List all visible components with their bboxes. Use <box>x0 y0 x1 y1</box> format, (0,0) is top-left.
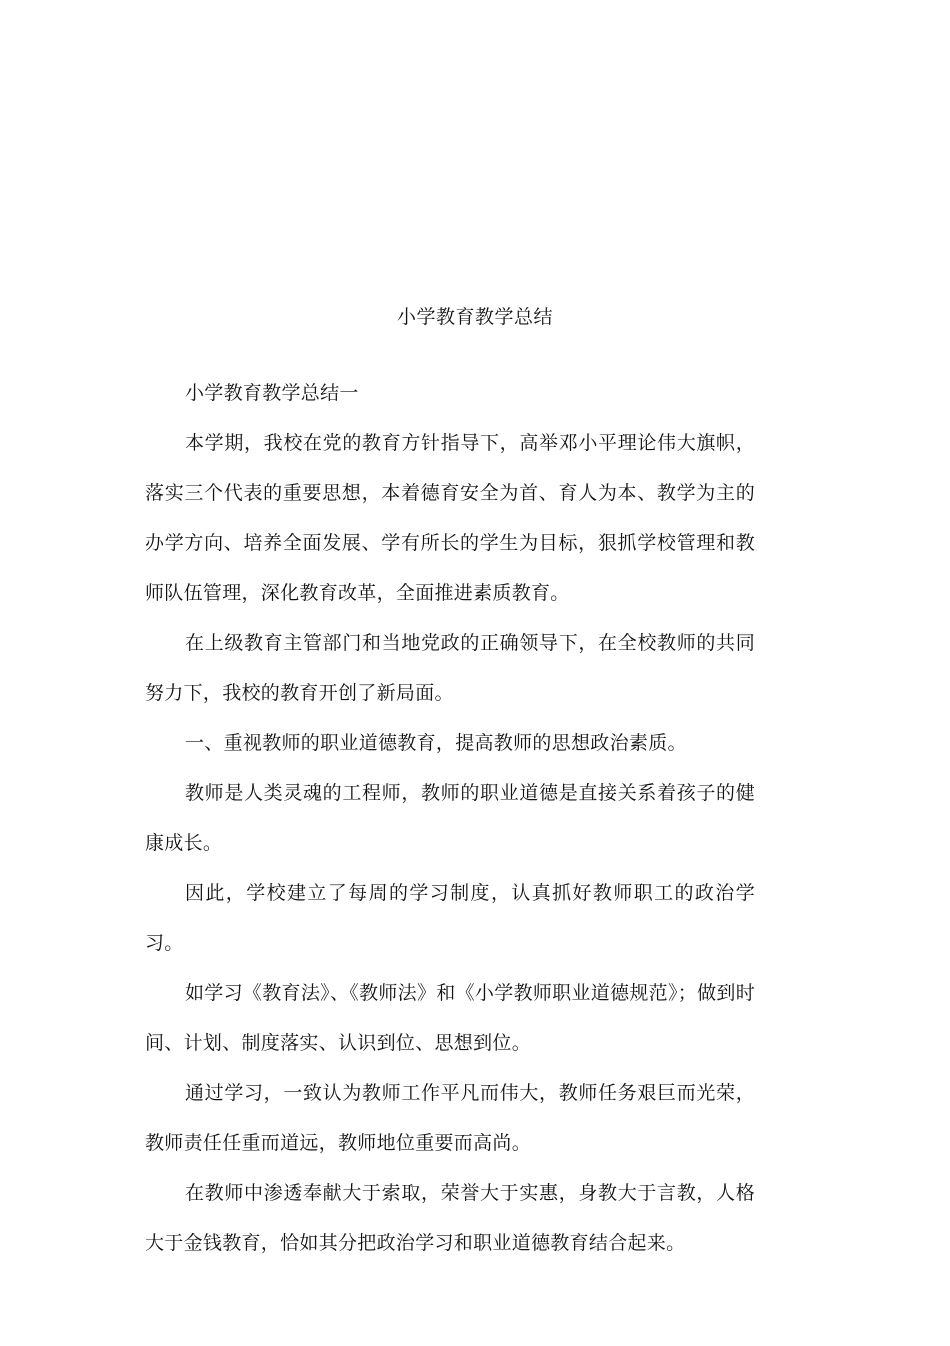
paragraph: 因此，学校建立了每周的学习制度，认真抓好教师职工的政治学习。 <box>145 882 755 954</box>
paragraph: 在教师中渗透奉献大于索取，荣誉大于实惠，身教大于言教，人格大于金钱教育，恰如其分把政治学习和职业道德教育结合起来。 <box>145 1182 755 1254</box>
document-title: 小学教育教学总结 <box>396 306 553 328</box>
subsection-heading: 一、重视教师的职业道德教育，提高教师的思想政治素质。 <box>185 732 687 754</box>
document-body <box>145 368 755 1268</box>
paragraph: 教师是人类灵魂的工程师，教师的职业道德是直接关系着孩子的健康成长。 <box>145 782 755 854</box>
section-heading: 小学教育教学总结一 <box>185 382 359 404</box>
paragraph: 在上级教育主管部门和当地党政的正确领导下，在全校教师的共同努力下，我校的教育开创了新局面。 <box>145 632 755 704</box>
paragraph: 通过学习，一致认为教师工作平凡而伟大，教师任务艰巨而光荣，教师责任任重而道远，教师地位重要而高尚。 <box>145 1082 755 1154</box>
paragraph: 如学习《教育法》、《教师法》和《小学教师职业道德规范》；做到时间、计划、制度落实、认识到位、思想到位。 <box>145 982 755 1054</box>
paragraph: 本学期，我校在党的教育方针指导下，高举邓小平理论伟大旗帜，落实三个代表的重要思想，本着德育安全为首、育人为本、教学为主的办学方向、培养全面发展、学有所长的学生为目标，狠抓学校管理和教师队伍管理，深化教育改革，全面推进素质教育。 <box>145 432 755 604</box>
